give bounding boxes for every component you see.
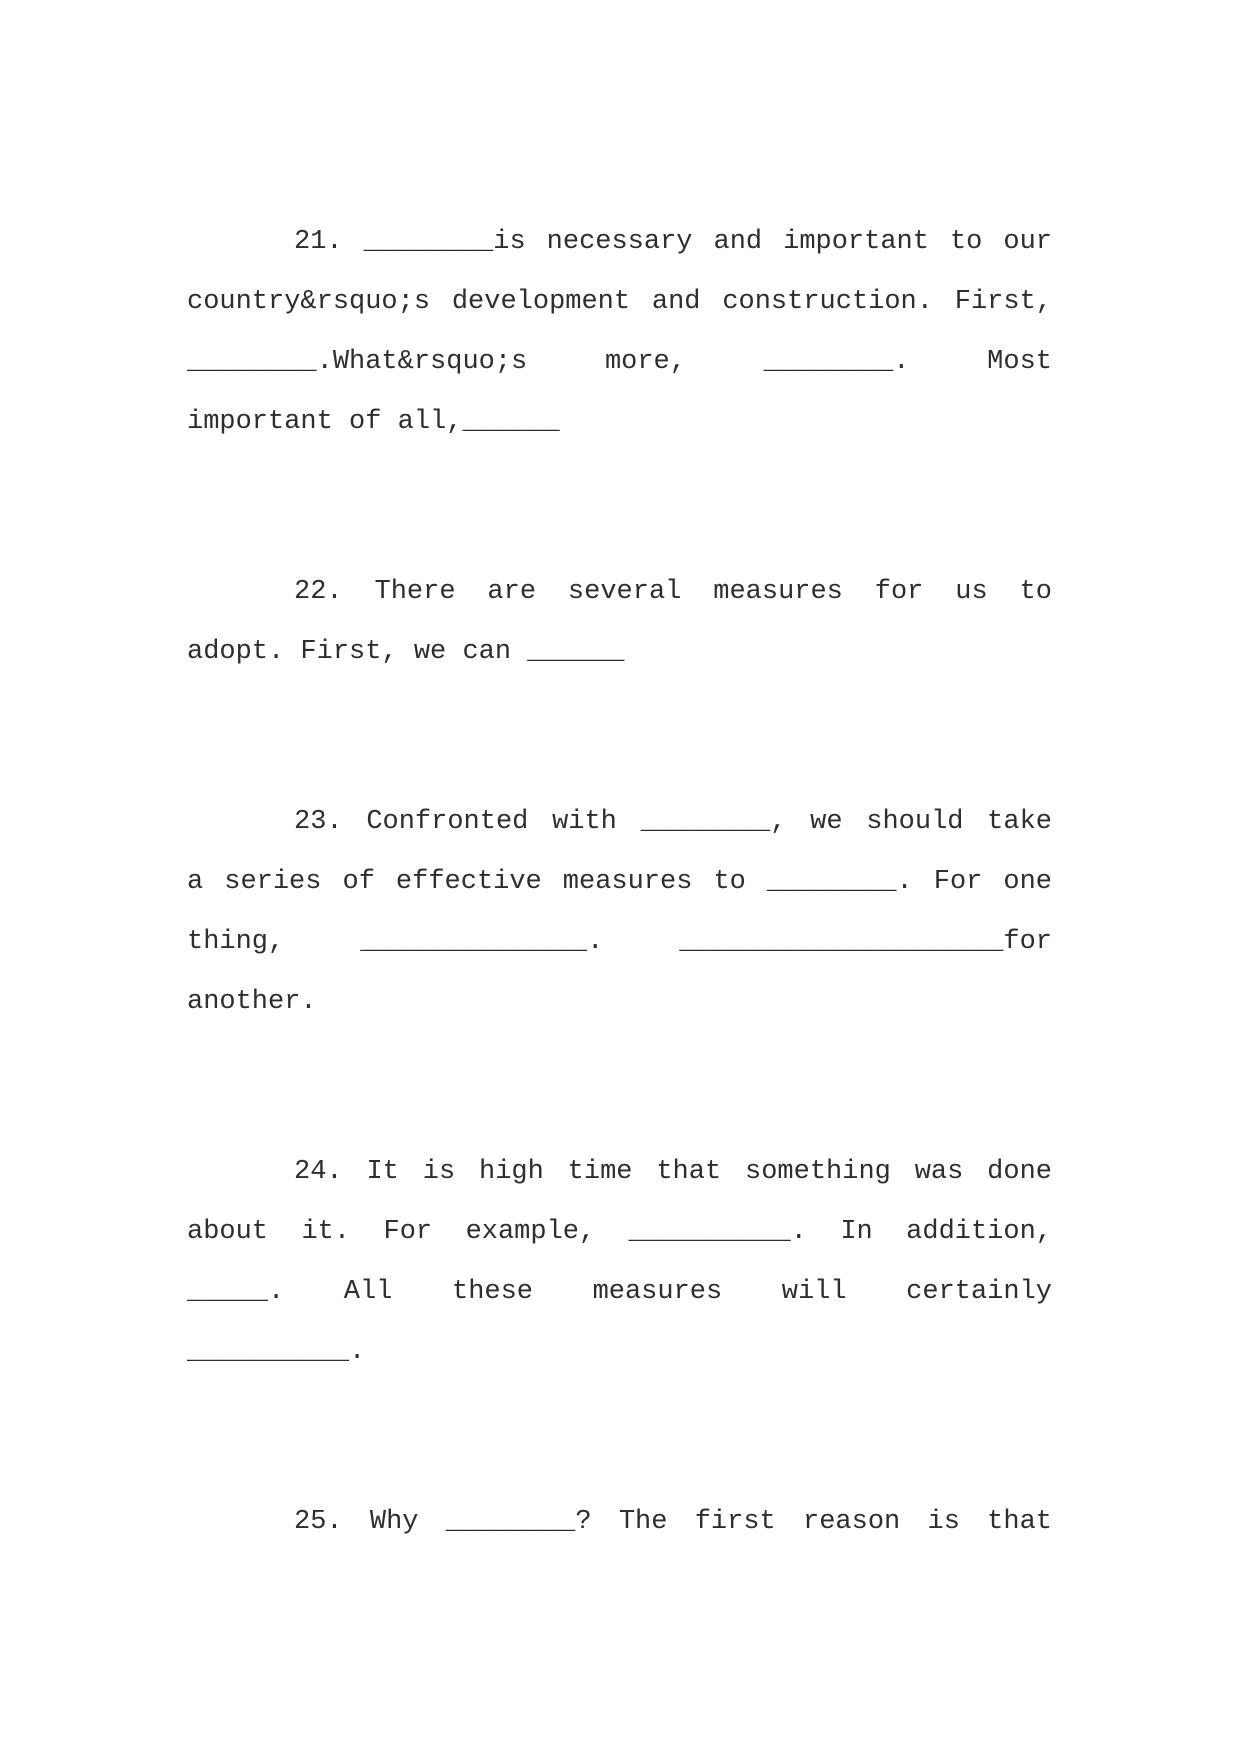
paragraph-24	[187, 1142, 1052, 1382]
text-line: 22. There are several measures for us to	[294, 577, 1052, 607]
text-line: 21. ________is necessary and important to our	[294, 227, 1052, 257]
text-line: thing, ______________. ____________________for	[187, 927, 1052, 957]
text-line: about it. For example, __________. In addition,	[187, 1217, 1052, 1247]
text-line: __________.	[187, 1337, 366, 1367]
text-line: 23. Confronted with ________, we should take	[294, 807, 1052, 837]
text-line: _____. All these measures will certainly	[187, 1277, 1052, 1307]
paragraph-25	[187, 1492, 1052, 1552]
paragraph-23	[187, 792, 1052, 1032]
text-line: another.	[187, 987, 317, 1017]
text-line: 24. It is high time that something was done	[294, 1157, 1052, 1187]
text-line: 25. Why ________? The first reason is that	[294, 1507, 1052, 1537]
text-line: country&rsquo;s development and construction. First,	[187, 287, 1052, 317]
paragraph-22	[187, 562, 1052, 682]
text-line: adopt. First, we can ______	[187, 637, 625, 667]
text-line: ________.What&rsquo;s more, ________. Most	[187, 347, 1052, 377]
text-line: a series of effective measures to ________. For one	[187, 867, 1052, 897]
text-line: important of all,______	[187, 407, 560, 437]
paragraph-21	[187, 212, 1052, 452]
